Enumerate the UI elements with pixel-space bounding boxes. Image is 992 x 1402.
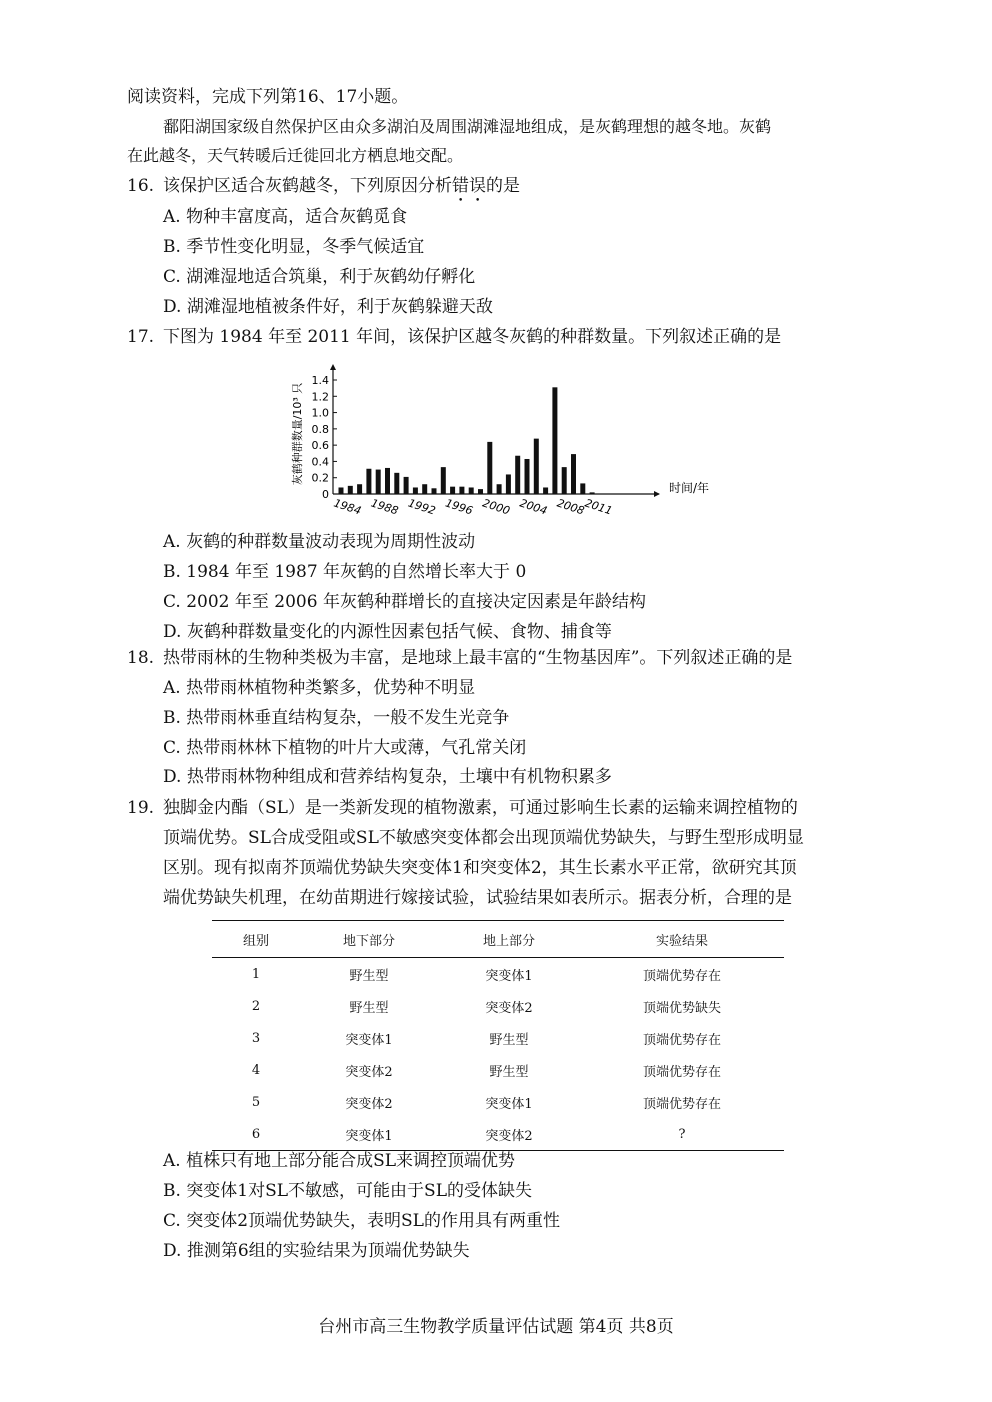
bar [469, 487, 474, 494]
y-axis-arrow [330, 364, 336, 370]
cell-result: 顶端优势缺失 [642, 1000, 721, 1016]
question-18-option-b[interactable]: B. 热带雨林垂直结构复杂，一般不发生光竞争 [163, 708, 510, 728]
bar [552, 387, 557, 494]
bar [422, 484, 427, 494]
question-19-option-c[interactable]: C. 突变体2顶端优势缺失，表明SL的作用具有两重性 [163, 1211, 560, 1231]
cell-group: 3 [251, 1030, 261, 1046]
y-tick-label: 0.6 [311, 439, 329, 453]
cell-result: 顶端优势存在 [642, 968, 721, 984]
passage-line-2: 在此越冬，天气转暖后迁徙回北方栖息地交配。 [127, 146, 464, 165]
bar [590, 492, 595, 494]
question-19-option-a[interactable]: A. 植株只有地上部分能合成SL来调控顶端优势 [163, 1151, 516, 1171]
question-18-option-a[interactable]: A. 热带雨林植物种类繁多，优势种不明显 [163, 678, 476, 698]
x-tick-label: 1996 [443, 496, 475, 518]
bar [432, 488, 437, 494]
question-17-stem [127, 326, 781, 348]
question-19-option-d[interactable]: D. 推测第6组的实验结果为顶端优势缺失 [163, 1241, 470, 1261]
bar [385, 468, 390, 494]
question-19-stem-line-4: 端优势缺失机理，在幼苗期进行嫁接试验，试验结果如表所示。据表分析，合理的是 [163, 888, 792, 908]
stem-text-end: 的是 [486, 176, 520, 196]
question-17-option-b[interactable]: B. 1984 年至 1987 年灰鹤的自然增长率大于 0 [163, 562, 527, 582]
cell-scion: 突变体2 [438, 1118, 580, 1151]
question-19-stem-line-2: 顶端优势。SL合成受阻或SL不敏感突变体都会出现顶端优势缺失，与野生型形成明显 [163, 828, 804, 848]
table-row [212, 990, 784, 1022]
cell-rootstock: 野生型 [349, 1000, 389, 1016]
cell-result: 顶端优势存在 [642, 1096, 721, 1112]
stem-text: 独脚金内酯（SL）是一类新发现的植物激素，可通过影响生长素的运输来调控植物的 [163, 798, 798, 818]
question-16-stem [127, 175, 520, 206]
question-19-option-b[interactable]: B. 突变体1对SL不敏感，可能由于SL的受体缺失 [163, 1181, 532, 1201]
y-axis-label: 灰鹤种群数量/10³ 只 [291, 382, 304, 486]
question-number: 19. [127, 798, 155, 818]
question-17-option-c[interactable]: C. 2002 年至 2006 年灰鹤种群增长的直接决定因素是年龄结构 [163, 592, 646, 612]
page-footer: 台州市高三生物教学质量评估试题 第4页 共8页 [318, 1317, 674, 1337]
table-row [212, 1054, 784, 1086]
question-18-option-c[interactable]: C. 热带雨林林下植物的叶片大或薄，气孔常关闭 [163, 738, 527, 758]
bar [534, 439, 539, 494]
bar [487, 442, 492, 494]
stem-text: 热带雨林的生物种类极为丰富，是地球上最丰富的“生物基因库”。下列叙述正确的是 [163, 648, 793, 668]
bar [478, 489, 483, 494]
cell-scion: 野生型 [489, 1032, 529, 1048]
cell-group: 2 [251, 998, 261, 1014]
x-axis-arrow [654, 491, 660, 497]
question-number: 16. [127, 176, 155, 196]
cell-scion: 野生型 [489, 1064, 529, 1080]
bar [459, 487, 464, 494]
bar [497, 484, 502, 494]
passage-line-1: 鄱阳湖国家级自然保护区由众多湖泊及周围湖滩湿地组成，是灰鹤理想的越冬地。灰鹤 [163, 117, 772, 136]
header-scion: 地上部分 [438, 921, 580, 958]
table-row [212, 1086, 784, 1118]
x-tick-label: 1988 [369, 496, 400, 518]
question-number: 17. [127, 327, 155, 347]
bar [450, 487, 455, 494]
y-tick-label: 0.4 [311, 455, 329, 469]
cell-result: ? [580, 1118, 784, 1151]
header-result: 实验结果 [580, 921, 784, 958]
bar [506, 474, 511, 494]
bar [357, 484, 362, 494]
cell-scion: 突变体1 [485, 1096, 533, 1112]
question-18-option-d[interactable]: D. 热带雨林物种组成和营养结构复杂，土壤中有机物积累多 [163, 767, 612, 787]
y-tick-label: 0.8 [311, 422, 329, 436]
question-number: 18. [127, 648, 155, 668]
reading-instruction: 阅读资料，完成下列第16、17小题。 [127, 87, 409, 107]
bar [515, 456, 520, 494]
grafting-results-table [212, 920, 784, 1151]
question-19-stem-line-3: 区别。现有拟南芥顶端优势缺失突变体1和突变体2，其生长素水平正常，欲研究其顶 [163, 858, 797, 878]
bar [339, 487, 344, 494]
table-row [212, 1118, 784, 1151]
x-axis-label: 时间/年 [669, 481, 710, 495]
cell-rootstock: 突变体2 [345, 1096, 393, 1112]
question-16-option-c[interactable]: C. 湖滩湿地适合筑巢，利于灰鹤幼仔孵化 [163, 267, 476, 287]
bar [441, 467, 446, 494]
table-header-row [212, 921, 784, 958]
x-tick-label: 2004 [518, 496, 549, 518]
question-16-option-b[interactable]: B. 季节性变化明显，冬季气候适宜 [163, 237, 425, 257]
cell-rootstock: 突变体1 [345, 1032, 393, 1048]
bar [413, 487, 418, 494]
question-16-option-a[interactable]: A. 物种丰富度高，适合灰鹤觅食 [163, 207, 408, 227]
bar [543, 487, 548, 494]
y-tick-label: 0.2 [311, 471, 329, 485]
bar [394, 473, 399, 494]
y-tick-label: 1.0 [311, 406, 329, 420]
question-17-option-a[interactable]: A. 灰鹤的种群数量波动表现为周期性波动 [163, 532, 476, 552]
cell-group: 5 [251, 1094, 261, 1110]
question-17-option-d[interactable]: D. 灰鹤种群数量变化的内源性因素包括气候、食物、捕食等 [163, 622, 612, 642]
y-tick-label: 1.4 [311, 374, 329, 387]
x-tick-label: 2008 [555, 496, 586, 518]
cell-group: 1 [251, 966, 261, 982]
emphasized-text: 错误 [452, 176, 486, 196]
table-row [212, 1022, 784, 1054]
stem-text: 该保护区适合灰鹤越冬，下列原因分析 [163, 176, 452, 196]
bar [348, 486, 353, 494]
bar [562, 467, 567, 494]
bar [571, 454, 576, 494]
bar [580, 483, 585, 494]
question-16-option-d[interactable]: D. 湖滩湿地植被条件好，利于灰鹤躲避天敌 [163, 297, 493, 317]
x-tick-label: 2000 [480, 496, 512, 518]
cell-group: 4 [251, 1062, 261, 1078]
cell-result: 顶端优势存在 [642, 1032, 721, 1048]
y-tick-label: 1.2 [311, 390, 329, 404]
x-tick-label: 1992 [406, 496, 438, 518]
bar [376, 470, 381, 494]
cell-rootstock: 突变体2 [345, 1064, 393, 1080]
stem-text: 下图为 1984 年至 2011 年间，该保护区越冬灰鹤的种群数量。下列叙述正确的是 [163, 327, 782, 347]
question-19-stem-line-1 [127, 797, 798, 819]
bar [366, 469, 371, 494]
cell-scion: 突变体1 [485, 968, 533, 984]
question-18-stem [127, 647, 792, 669]
x-tick-label: 2011 [583, 496, 614, 518]
y-tick-label: 0 [322, 488, 329, 501]
header-rootstock: 地下部分 [300, 921, 438, 958]
cell-group: 6 [212, 1118, 300, 1151]
bar [525, 459, 530, 494]
table-row [212, 958, 784, 991]
cell-rootstock: 突变体1 [300, 1118, 438, 1151]
header-group: 组别 [212, 921, 300, 958]
cell-rootstock: 野生型 [349, 968, 389, 984]
cell-scion: 突变体2 [485, 1000, 533, 1016]
bar [404, 477, 409, 494]
crane-population-chart [285, 362, 710, 522]
x-tick-label: 1984 [332, 496, 363, 518]
cell-result: 顶端优势存在 [642, 1064, 721, 1080]
